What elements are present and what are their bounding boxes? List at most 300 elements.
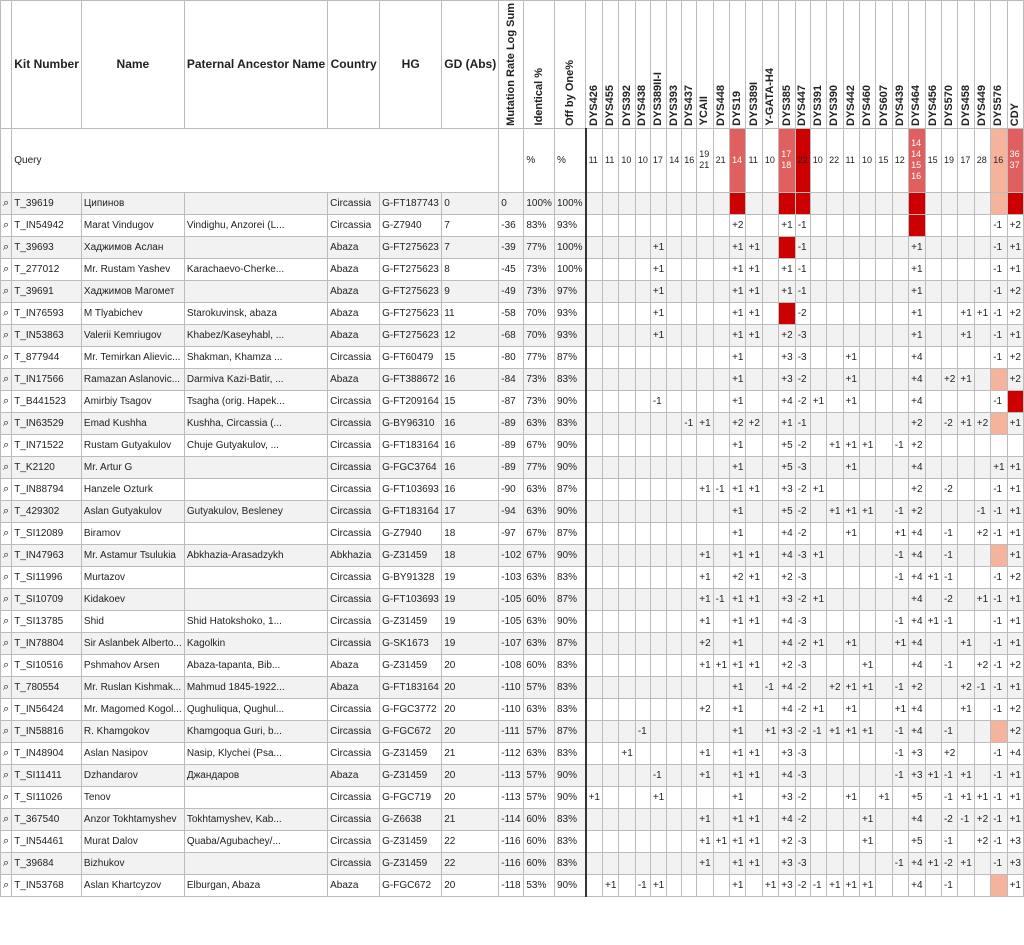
header-marker-dys391[interactable] [810,1,826,129]
kit-number[interactable]: T_IN53863 [12,324,82,346]
marker-diff [925,258,941,280]
marker-diff: -1 [892,764,908,786]
marker-diff [925,874,941,896]
kit-number[interactable]: T_K2120 [12,456,82,478]
marker-diff [650,456,666,478]
haplogroup: G-FT275623 [380,324,442,346]
marker-diff: -2 [795,786,810,808]
marker-diff: +1 [843,522,859,544]
query-value: 11 [586,128,603,192]
mutation-rate: -89 [499,456,524,478]
row-search-icon[interactable]: ⌕ [1,500,12,522]
kit-number[interactable]: T_IN88794 [12,478,82,500]
marker-diff [925,588,941,610]
header-mutation-rate[interactable] [499,1,524,129]
off-by-one-pct: 93% [554,302,585,324]
header-marker-dys19[interactable] [730,1,746,129]
marker-diff: -1 [991,390,1007,412]
identical-pct: 63% [524,742,555,764]
marker-diff [974,720,990,742]
row-search-icon[interactable]: ⌕ [1,742,12,764]
table-row[interactable] [1,456,1024,478]
marker-diff [859,566,875,588]
marker-diff [619,478,635,500]
marker-diff [876,258,892,280]
marker-diff [619,456,635,478]
header-marker-dys385[interactable] [779,1,795,129]
row-search-icon[interactable]: ⌕ [1,434,12,456]
marker-diff [682,588,697,610]
header-marker-dys464[interactable] [909,1,925,129]
gd-value: 16 [442,412,499,434]
table-row[interactable] [1,852,1024,874]
marker-diff [892,302,908,324]
marker-diff [619,522,635,544]
marker-diff [892,412,908,434]
marker-diff [619,610,635,632]
identical-pct: 73% [524,280,555,302]
table-row[interactable] [1,236,1024,258]
marker-diff [925,192,941,214]
marker-diff [827,852,843,874]
marker-diff: +2 [1007,280,1023,302]
gd-value: 7 [442,236,499,258]
mutation-rate: -89 [499,434,524,456]
country: Abaza [328,280,380,302]
query-select [1,128,12,192]
marker-diff [843,412,859,434]
haplogroup: G-Z31459 [380,852,442,874]
marker-diff [619,434,635,456]
header-identical[interactable] [524,1,555,129]
member-name: Хаджимов Магомет [81,280,184,302]
identical-pct: 67% [524,522,555,544]
marker-diff: +1 [762,720,778,742]
marker-diff: -1 [810,720,826,742]
query-value: 17 [958,128,974,192]
marker-diff [762,786,778,808]
ancestor-name: Elburgan, Abaza [184,874,327,896]
kit-number[interactable]: T_780554 [12,676,82,698]
gd-value: 20 [442,676,499,698]
marker-diff [619,236,635,258]
row-search-icon[interactable]: ⌕ [1,654,12,676]
marker-diff [619,412,635,434]
marker-diff: +1 [810,698,826,720]
header-marker-dys389ii-i[interactable] [650,1,666,129]
marker-diff: +4 [909,808,925,830]
header-marker-ycaii[interactable] [697,1,713,129]
header-marker-dys576[interactable] [991,1,1007,129]
table-row[interactable] [1,544,1024,566]
row-search-icon[interactable]: ⌕ [1,214,12,236]
marker-diff: +1 [1007,764,1023,786]
kit-number[interactable]: T_B441523 [12,390,82,412]
row-search-icon[interactable]: ⌕ [1,368,12,390]
query-value: 14 [667,128,682,192]
kit-number[interactable]: T_IN71522 [12,434,82,456]
row-search-icon[interactable]: ⌕ [1,676,12,698]
marker-diff: +1 [730,654,746,676]
kit-number[interactable]: T_SI10709 [12,588,82,610]
marker-diff [876,280,892,302]
marker-diff [697,456,713,478]
marker-diff: -1 [991,280,1007,302]
header-ancestor[interactable]: Paternal Ancestor Name [184,1,327,129]
marker-diff [682,632,697,654]
marker-diff: +1 [958,302,974,324]
marker-diff: +3 [779,786,795,808]
marker-diff [746,632,762,654]
marker-diff: -1 [991,698,1007,720]
marker-diff [586,258,603,280]
marker-diff: +1 [958,632,974,654]
table-row[interactable] [1,302,1024,324]
header-marker-dys458[interactable] [958,1,974,129]
table-row[interactable] [1,786,1024,808]
marker-diff [635,544,650,566]
header-marker-dys392[interactable] [619,1,635,129]
marker-diff: +1 [730,632,746,654]
marker-diff: +4 [909,544,925,566]
table-row[interactable] [1,610,1024,632]
marker-diff [958,346,974,368]
marker-diff: +2 [941,742,957,764]
table-row[interactable] [1,324,1024,346]
row-search-icon[interactable]: ⌕ [1,346,12,368]
marker-diff: +4 [909,346,925,368]
identical-pct: 60% [524,852,555,874]
row-search-icon[interactable]: ⌕ [1,720,12,742]
marker-diff: +1 [746,280,762,302]
table-row[interactable] [1,874,1024,896]
header-marker-dys390[interactable] [827,1,843,129]
row-search-icon[interactable]: ⌕ [1,852,12,874]
marker-diff [876,346,892,368]
marker-diff [958,720,974,742]
kit-number[interactable]: T_277012 [12,258,82,280]
marker-diff [925,324,941,346]
table-row[interactable] [1,632,1024,654]
header-gd[interactable]: GD (Abs) [442,1,499,129]
kit-number[interactable]: T_SI12089 [12,522,82,544]
haplogroup: G-FT275623 [380,236,442,258]
row-search-icon[interactable]: ⌕ [1,830,12,852]
table-row[interactable] [1,192,1024,214]
ancestor-name [184,236,327,258]
marker-diff [586,192,603,214]
kit-number[interactable]: T_SI11996 [12,566,82,588]
row-search-icon[interactable]: ⌕ [1,566,12,588]
identical-pct: 63% [524,478,555,500]
header-marker-dys449[interactable] [974,1,990,129]
mutation-rate: -36 [499,214,524,236]
mutation-rate: 0 [499,192,524,214]
off-by-one-pct: 100% [554,192,585,214]
marker-diff: +1 [746,852,762,874]
kit-number[interactable]: T_IN54942 [12,214,82,236]
marker-diff [713,434,729,456]
marker-diff [892,324,908,346]
marker-diff [619,632,635,654]
header-country[interactable]: Country [328,1,380,129]
header-marker-dys456[interactable] [925,1,941,129]
table-row[interactable] [1,764,1024,786]
marker-diff: -1 [941,522,957,544]
marker-diff: +1 [730,874,746,896]
marker-diff [682,258,697,280]
marker-diff [746,720,762,742]
table-row[interactable] [1,654,1024,676]
query-value: 15 [876,128,892,192]
kit-number[interactable]: T_IN63529 [12,412,82,434]
kit-number[interactable]: T_IN56424 [12,698,82,720]
marker-diff [762,456,778,478]
ancestor-name [184,852,327,874]
row-search-icon[interactable]: ⌕ [1,522,12,544]
marker-diff [603,742,619,764]
header-off-by-one[interactable] [554,1,585,129]
marker-diff: -2 [795,302,810,324]
marker-diff [925,456,941,478]
marker-diff [827,808,843,830]
ancestor-name: Abaza-tapanta, Bib... [184,654,327,676]
row-search-icon[interactable]: ⌕ [1,192,12,214]
row-search-icon[interactable]: ⌕ [1,764,12,786]
marker-diff [697,192,713,214]
query-value: 12 [892,128,908,192]
table-row[interactable] [1,500,1024,522]
row-search-icon[interactable]: ⌕ [1,324,12,346]
marker-diff: +1 [730,808,746,830]
marker-diff [713,720,729,742]
row-search-icon[interactable]: ⌕ [1,478,12,500]
marker-diff [619,500,635,522]
marker-diff [650,588,666,610]
marker-diff [859,368,875,390]
haplogroup: G-Z31459 [380,742,442,764]
kit-number[interactable]: T_IN53768 [12,874,82,896]
marker-diff [876,412,892,434]
haplogroup: G-Z7940 [380,214,442,236]
header-marker-dys442[interactable] [843,1,859,129]
marker-diff [958,280,974,302]
marker-diff [635,742,650,764]
table-row[interactable] [1,720,1024,742]
row-search-icon[interactable]: ⌕ [1,874,12,896]
marker-diff [876,808,892,830]
table-row[interactable] [1,808,1024,830]
kit-number[interactable]: T_367540 [12,808,82,830]
header-marker-dys437[interactable] [682,1,697,129]
marker-diff [843,192,859,214]
marker-diff: +5 [909,830,925,852]
marker-diff [762,808,778,830]
table-row[interactable] [1,434,1024,456]
row-search-icon[interactable]: ⌕ [1,258,12,280]
marker-diff [713,412,729,434]
marker-diff [876,236,892,258]
table-row[interactable] [1,390,1024,412]
table-row[interactable] [1,412,1024,434]
kit-number[interactable]: T_39691 [12,280,82,302]
header-haplogroup[interactable]: HG [380,1,442,129]
marker-diff [650,720,666,742]
ancestor-name [184,566,327,588]
table-row[interactable] [1,368,1024,390]
marker-diff [697,214,713,236]
marker-diff: -1 [650,390,666,412]
row-search-icon[interactable]: ⌕ [1,302,12,324]
header-marker-cdy[interactable] [1007,1,1023,129]
marker-diff [974,742,990,764]
table-row[interactable] [1,830,1024,852]
kit-number[interactable]: T_IN54461 [12,830,82,852]
identical-pct: 63% [524,566,555,588]
row-search-icon[interactable]: ⌕ [1,236,12,258]
query-value: 16 [682,128,697,192]
kit-number[interactable]: T_877944 [12,346,82,368]
marker-diff: -1 [991,654,1007,676]
row-search-icon[interactable]: ⌕ [1,698,12,720]
row-search-icon[interactable]: ⌕ [1,456,12,478]
marker-diff [746,522,762,544]
header-label: Off by One% [563,59,576,126]
kit-number[interactable]: T_IN47963 [12,544,82,566]
marker-diff: +3 [779,368,795,390]
marker-diff [1007,434,1023,456]
marker-diff: +3 [909,742,925,764]
header-marker-dys439[interactable] [892,1,908,129]
header-marker-dys389i[interactable] [746,1,762,129]
row-search-icon[interactable]: ⌕ [1,280,12,302]
header-marker-dys426[interactable] [586,1,603,129]
off-by-one-pct: 83% [554,368,585,390]
marker-diff [586,720,603,742]
header-marker-dys447[interactable] [795,1,810,129]
marker-diff: +5 [779,434,795,456]
table-row[interactable] [1,742,1024,764]
marker-diff [991,412,1007,434]
kit-number[interactable]: T_39693 [12,236,82,258]
marker-diff [667,874,682,896]
header-marker-label: CDY [1008,102,1021,126]
marker-diff: -2 [795,808,810,830]
kit-number[interactable]: T_IN76593 [12,302,82,324]
row-search-icon[interactable]: ⌕ [1,390,12,412]
marker-diff: +2 [974,412,990,434]
header-marker-dys570[interactable] [941,1,957,129]
marker-diff [859,412,875,434]
table-row[interactable] [1,676,1024,698]
table-row[interactable] [1,522,1024,544]
row-search-icon[interactable]: ⌕ [1,808,12,830]
kit-number[interactable]: T_IN17566 [12,368,82,390]
table-row[interactable] [1,566,1024,588]
marker-diff [682,302,697,324]
marker-diff [713,214,729,236]
header-marker-y-gata-h4[interactable] [762,1,778,129]
kit-number[interactable]: T_IN78804 [12,632,82,654]
marker-diff [827,522,843,544]
header-marker-label: DYS437 [682,84,695,126]
marker-diff: +1 [974,786,990,808]
off-by-one-pct: 90% [554,544,585,566]
table-row[interactable] [1,478,1024,500]
marker-diff [603,500,619,522]
header-marker-dys455[interactable] [603,1,619,129]
marker-diff: -2 [795,676,810,698]
haplogroup: G-Z31459 [380,654,442,676]
header-marker-dys438[interactable] [635,1,650,129]
off-by-one-pct: 90% [554,390,585,412]
marker-diff [843,588,859,610]
header-marker-dys607[interactable] [876,1,892,129]
table-row[interactable] [1,280,1024,302]
row-search-icon[interactable]: ⌕ [1,412,12,434]
member-name: Sir Aslanbek Alberto... [81,632,184,654]
header-kit-number[interactable]: Kit Number [12,1,82,129]
marker-diff [925,302,941,324]
marker-diff [697,522,713,544]
marker-diff: +1 [958,324,974,346]
marker-diff [650,192,666,214]
table-row[interactable] [1,588,1024,610]
marker-diff [697,720,713,742]
marker-diff: +1 [697,588,713,610]
kit-number[interactable]: T_SI11026 [12,786,82,808]
kit-number[interactable]: T_SI10516 [12,654,82,676]
table-row[interactable] [1,698,1024,720]
marker-diff: -1 [941,544,957,566]
header-marker-dys448[interactable] [713,1,729,129]
kit-number[interactable]: T_429302 [12,500,82,522]
haplogroup: G-FT275623 [380,258,442,280]
table-row[interactable] [1,214,1024,236]
kit-number[interactable]: T_SI11411 [12,764,82,786]
ancestor-name: Tsagha (orig. Hapek... [184,390,327,412]
country: Abaza [328,654,380,676]
kit-number[interactable]: T_SI13785 [12,610,82,632]
row-search-icon[interactable]: ⌕ [1,544,12,566]
marker-diff [603,830,619,852]
kit-number[interactable]: T_39619 [12,192,82,214]
row-search-icon[interactable]: ⌕ [1,588,12,610]
marker-diff [667,610,682,632]
header-name[interactable]: Name [81,1,184,129]
row-search-icon[interactable]: ⌕ [1,610,12,632]
header-marker-dys393[interactable] [667,1,682,129]
marker-diff [586,588,603,610]
table-row[interactable] [1,258,1024,280]
marker-diff [650,698,666,720]
marker-diff [667,522,682,544]
marker-diff: +1 [650,324,666,346]
table-row[interactable] [1,346,1024,368]
marker-diff [635,676,650,698]
row-search-icon[interactable]: ⌕ [1,786,12,808]
kit-number[interactable]: T_IN58816 [12,720,82,742]
off-by-one-pct: 83% [554,742,585,764]
kit-number[interactable]: T_IN48904 [12,742,82,764]
header-marker-dys460[interactable] [859,1,875,129]
marker-diff: +1 [876,786,892,808]
kit-number[interactable]: T_39684 [12,852,82,874]
marker-diff [682,522,697,544]
row-search-icon[interactable]: ⌕ [1,632,12,654]
marker-diff [762,654,778,676]
ancestor-name: Kushha, Circassia (... [184,412,327,434]
